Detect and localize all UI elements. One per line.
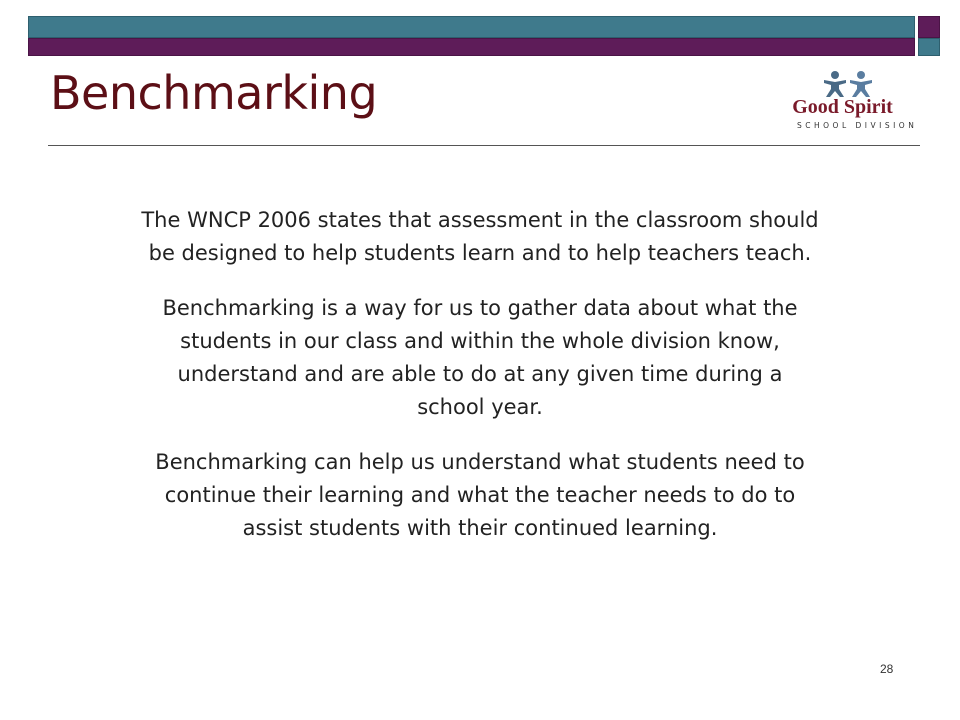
title-divider (48, 145, 920, 146)
paragraph-line: school year. (417, 395, 543, 419)
logo-name: Good Spirit (792, 96, 893, 118)
page-number: 28 (880, 662, 894, 676)
paragraph-line: be designed to help students learn and to help teachers teach. (148, 241, 812, 265)
paragraph-line: continue their learning and what the teacher needs to do to (164, 483, 796, 507)
paragraph-line: Benchmarking is a way for us to gather data about what the (162, 296, 798, 320)
paragraph-benchmarking-purpose (80, 446, 880, 545)
paragraph-line: Benchmarking can help us understand what students need to (155, 450, 805, 474)
paragraph-line: assist students with their continued learning. (242, 516, 718, 540)
slide-body (80, 204, 880, 567)
logo-subtitle: SCHOOL DIVISION (797, 121, 918, 130)
corner-square-purple (918, 16, 940, 38)
paragraph-line: students in our class and within the whole division know, (180, 329, 780, 353)
header-bar-teal (28, 16, 915, 38)
two-people-figures-icon (821, 70, 879, 98)
paragraph-line: The WNCP 2006 states that assessment in the classroom should (141, 208, 819, 232)
paragraph-benchmarking-definition (80, 292, 880, 424)
corner-square-teal (918, 38, 940, 56)
paragraph-line: understand and are able to do at any given time during a (177, 362, 783, 386)
slide-title: Benchmarking (50, 66, 378, 120)
paragraph-wncp (80, 204, 880, 270)
header-bar-purple (28, 38, 915, 56)
good-spirit-logo (775, 70, 918, 135)
